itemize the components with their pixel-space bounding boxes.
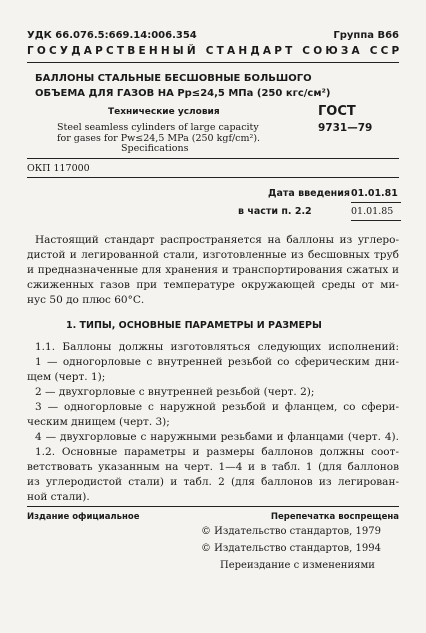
section-1-line: 3 — одногорловые с наружной резьбой и фланцем, со сфери-	[35, 401, 399, 413]
part-date-label: в части п. 2.2	[238, 206, 312, 217]
section-1-line: щем (черт. 1);	[27, 371, 106, 383]
group-code: Группа В66	[333, 30, 399, 41]
intro-line: сжиженных газов при температуре окружающей среды от ми-	[27, 279, 399, 291]
intro-line: дистой и легированной стали, изготовленные из бесшовных труб	[27, 249, 399, 261]
title-line-2: ОБЪЕМА ДЛЯ ГАЗОВ НА Pр≤24,5 МПа (250 кгс/см²)	[35, 88, 331, 99]
reprint-prohibited-label: Перепечатка воспрещена	[270, 512, 399, 522]
section-1-line: ной стали).	[27, 491, 90, 503]
intro-line: Настоящий стандарт распространяется на баллоны из углеро-	[35, 234, 399, 246]
section-1-line: из углеродистой стали) и табл. 2 (для баллонов из легирован-	[27, 476, 399, 488]
udk-code: УДК 66.076.5:669.14:006.354	[27, 30, 197, 41]
official-edition-label: Издание официальное	[27, 512, 140, 522]
section-1-title: 1. ТИПЫ, ОСНОВНЫЕ ПАРАМЕТРЫ И РАЗМЕРЫ	[66, 320, 322, 331]
intro-line: и предназначенные для хранения и транспортирования сжатых и	[27, 264, 399, 276]
english-title-line-1: Steel seamless cylinders of large capacity	[57, 122, 259, 133]
copyright-1994: © Издательство стандартов, 1994	[201, 543, 381, 554]
banner-rule	[27, 62, 399, 63]
reissue-note: Переиздание с изменениями	[220, 560, 375, 571]
intro-date-rule	[351, 202, 401, 203]
title-rule	[27, 158, 399, 159]
section-1-line: 2 — двухгорловые с внутренней резьбой (черт. 2);	[35, 386, 315, 398]
footer-rule	[27, 506, 399, 507]
okp-rule	[27, 177, 399, 178]
gost-number: 9731—79	[318, 122, 373, 134]
english-title-line-3: Specifications	[121, 143, 189, 154]
subtitle: Технические условия	[108, 107, 220, 117]
okp-code: ОКП 117000	[27, 163, 90, 174]
part-date-value: 01.01.85	[351, 206, 394, 217]
section-1-line: ческим днищем (черт. 3);	[27, 416, 170, 428]
title-line-1: БАЛЛОНЫ СТАЛЬНЫЕ БЕСШОВНЫЕ БОЛЬШОГО	[35, 73, 312, 84]
gost-label: ГОСТ	[318, 104, 356, 119]
section-1-line: 1.2. Основные параметры и размеры баллонов должны соот-	[35, 446, 399, 458]
english-title-line-2: for gases for Pw≤24,5 MPa (250 kgf/cm²).	[57, 133, 261, 144]
section-1-line: 1.1. Баллоны должны изготовляться следующих исполнений:	[35, 341, 399, 353]
part-date-rule	[351, 220, 401, 221]
copyright-1979: © Издательство стандартов, 1979	[201, 526, 381, 537]
intro-date-value: 01.01.81	[351, 188, 398, 199]
intro-line: нус 50 до плюс 60°С.	[27, 294, 145, 306]
section-1-line: 4 — двухгорловые с наружными резьбами и фланцами (черт. 4).	[35, 431, 399, 443]
section-1-line: ветствовать указанным на черт. 1—4 и в табл. 1 (для баллонов	[27, 461, 399, 473]
standard-banner: ГОСУДАРСТВЕННЫЙ СТАНДАРТ СОЮЗА ССР	[27, 45, 403, 57]
intro-date-label: Дата введения	[268, 188, 350, 199]
section-1-line: 1 — одногорловые с внутренней резьбой со сферическим дни-	[35, 356, 399, 368]
